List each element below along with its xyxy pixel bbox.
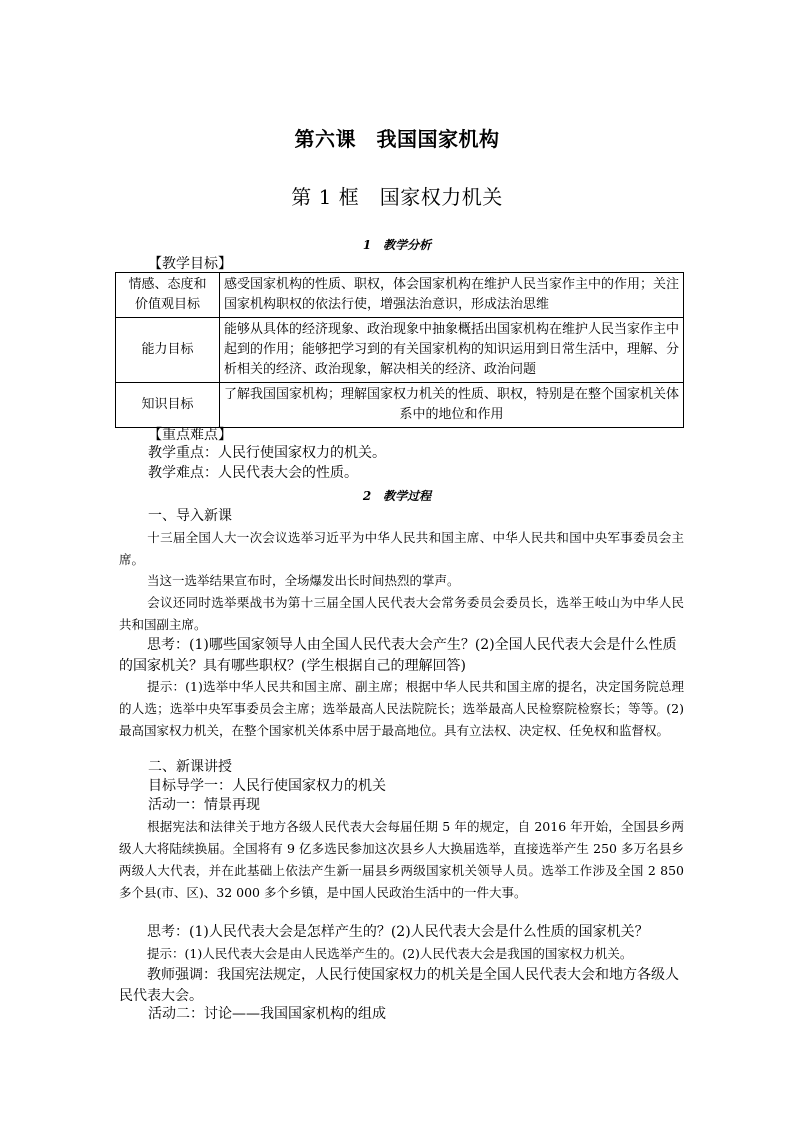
key-heading: 【重点难点】 [148,427,232,443]
goal-text: 能够从具体的经济现象、政治现象中抽象概括出国家机构在维护人民当家作主中起到的作用；能够把学习到的有关国家机构的知识运用到日常生活中，理解、分析相关的经济、政治现象，解决相关的经济、政治问题 [220,318,684,383]
paragraph: 根据宪法和法律关于地方各级人民代表大会每届任期 5 年的规定，自 2016 年开始，全国县乡两级人大将陆续换届。全国将有 9 亿多选民参加这次县乡人大换届选举，直接选举产生 250 多万名县乡两级人大代表，并在此基础上依法产生新一届县乡两级国家机关领导人员。选举工作涉及全国 2 850 多个县(市、区)、32 000 多个乡镇，是中国人民政治生活中的一件大事。 [119,819,684,900]
question: 思考：(1)人民代表大会是怎样产生的？(2)人民代表大会是什么性质的国家机关？ [147,924,649,940]
paragraph: 十三届全国人大一次会议选举习近平为中华人民共和国主席、中华人民共和国中央军事委员会主席。 [119,530,684,567]
key-point: 教学重点：人民行使国家权力的机关。 [148,445,386,461]
goal-label: 能力目标 [116,318,220,383]
hint: 提示：(1)选举中华人民共和国主席、副主席；根据中华人民共和国主席的提名，决定国务院总理的人选；选举中央军事委员会主席；选举最高人民法院院长；选举最高人民检察院检察长；等等。(2)最高国家权力机关，在整个国家机关体系中居于最高地位。具有立法权、决定权、任免权和监督权。 [119,679,684,738]
paragraph: 当这一选举结果宣布时，全场爆发出长时间热烈的掌声。 [147,573,460,588]
part-heading-new: 二、新课讲授 [148,759,232,775]
frame-title: 第 1 框 国家权力机关 [291,185,503,209]
section-heading-process: 2 教学过程 [362,489,432,503]
table-row [116,318,684,383]
section-heading-analysis: 1 教学分析 [362,238,432,252]
goals-heading: 【教学目标】 [148,256,232,272]
goal-label: 知识目标 [116,383,220,428]
goal-label: 情感、态度和 价值观目标 [116,273,220,318]
lesson-title: 第六课 我国国家机构 [294,127,500,151]
part-heading-intro: 一、导入新课 [148,508,232,524]
goal-text: 感受国家机构的性质、职权，体会国家机构在维护人民当家作主中的作用；关注国家机构职权的依法行使，增强法治意识，形成法治思维 [220,273,684,318]
goals-table [115,272,684,428]
teacher-note: 教师强调：我国宪法规定，人民行使国家权力的机关是全国人民代表大会和地方各级人民代表大会。 [119,967,679,1004]
goal-text: 了解我国国家机构；理解国家权力机关的性质、职权，特别是在整个国家机关体系中的地位和作用 [220,383,684,428]
table-row [116,273,684,318]
question: 思考：(1)哪些国家领导人由全国人民代表大会产生？(2)全国人民代表大会是什么性质的国家机关？具有哪些职权？(学生根据自己的理解回答) [119,637,677,674]
difficult-point: 教学难点：人民代表大会的性质。 [148,465,358,481]
paragraph: 会议还同时选举栗战书为第十三届全国人民代表大会常务委员会委员长，选举王岐山为中华人民共和国副主席。 [119,595,684,632]
goal-guide: 目标导学一：人民行使国家权力的机关 [148,778,386,794]
activity-heading: 活动一：情景再现 [148,797,260,813]
activity-heading: 活动二：讨论——我国国家机构的组成 [148,1006,386,1022]
hint: 提示：(1)人民代表大会是由人民选举产生的。(2)人民代表大会是我国的国家权力机关。 [147,946,633,961]
table-row [116,383,684,428]
